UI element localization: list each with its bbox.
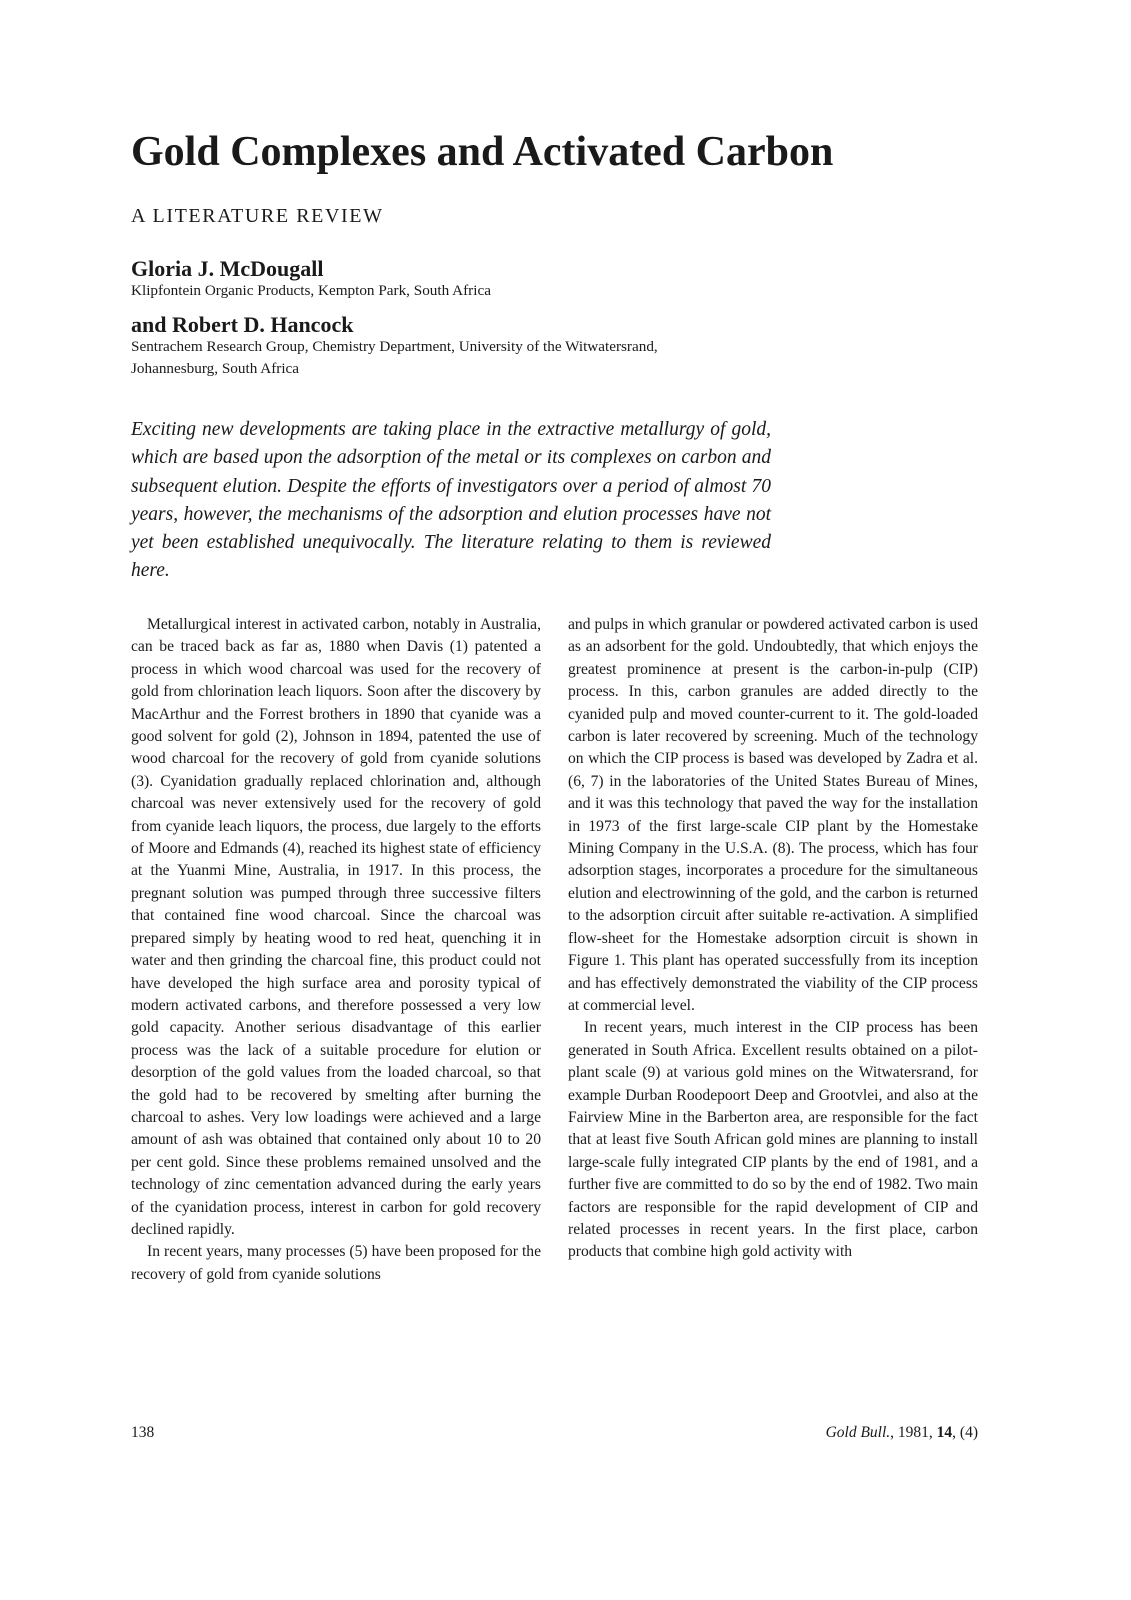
abstract: Exciting new developments are taking place in the extractive metallurgy of gold, which are based upon the adsorption of the metal or its complexes on carbon and subsequent elution. Despite the efforts of investigators over a period of almost 70 years, however, the mechanisms of the adsorption and elution processes have not yet been established unequivocally. The literature relating to them is reviewed here.: [131, 419, 771, 582]
body-paragraph: and pulps in which granular or powdered activated carbon is used as an adsorbent for the gold. Undoubtedly, that which enjoys the greatest prominence at present is the carbon-in-pulp (CIP) process. In this, carbon granules are added directly to the cyanided pulp and moved counter-current to it. The gold-loaded carbon is later recovered by screening. Much of the technology on which the CIP process is based was developed by Zadra et al. (6, 7) in the laboratories of the United States Bureau of Mines, and it was this technology that paved the way for the installation in 1973 of the first large-scale CIP plant by the Homestake Mining Company in the U.S.A. (8). The process, which has four adsorption stages, incorporates a procedure for the simultaneous elution and electrowinning of the gold, and the carbon is returned to the adsorption circuit after suitable re-activation. A simplified flow-sheet for the Homestake adsorption circuit is shown in Figure 1. This plant has operated successfully from its inception and has effectively demonstrated the viability of the CIP process at commercial level.: [568, 616, 978, 1014]
citation-year: , 1981,: [890, 1424, 937, 1441]
body-paragraph: In recent years, much interest in the CIP process has been generated in South Africa. Excellent results obtained on a pilot-plant scale (9) at various gold mines on the Witwatersrand, for example Durban Roodepoort Deep and Grootvlei, and also at the Fairview Mine in the Barberton area, are responsible for the fact that at least five South African gold mines are planning to install large-scale fully integrated CIP plants by the end of 1981, and a further five are committed to do so by the end of 1982. Two main factors are responsible for the rapid development of CIP and related processes in recent years. In the first place, carbon products that combine high gold activity with: [568, 1019, 978, 1261]
journal-name: Gold Bull.: [825, 1424, 891, 1441]
author-name-1: Gloria J. McDougall: [131, 256, 324, 281]
body-paragraph: Metallurgical interest in activated carbon, notably in Australia, can be traced back as far as, 1880 when Davis (1) patented a process in which wood charcoal was used for the recovery of gold from chlorination leach liquors. Soon after the discovery by MacArthur and the Forrest brothers in 1890 that cyanide was a good solvent for gold (2), Johnson in 1894, patented the use of wood charcoal for the recovery of gold from cyanide solutions (3). Cyanidation gradually replaced chlorination and, although charcoal was never extensively used for the recovery of gold from cyanide leach liquors, the process, due largely to the efforts of Moore and Edmands (4), reached its highest state of efficiency at the Yuanmi Mine, Australia, in 1917. In this process, the pregnant solution was pumped through three successive filters that contained fine wood charcoal. Since the charcoal was prepared simply by heating wood to red heat, quenching it in water and then grinding the charcoal fine, this product could not have developed the high surface area and porosity typical of modern activated carbons, and therefore possessed a very low gold capacity. Another serious disadvantage of this earlier process was the lack of a suitable procedure for elution or desorption of the gold values from the loaded charcoal, so that the gold had to be recovered by smelting after burning the charcoal to ashes. Very low loadings were achieved and a large amount of ash was obtained that contained only about 10 to 20 per cent gold. Since these problems remained unsolved and the technology of zinc cementation advanced during the early years of the cyanidation process, interest in carbon for gold recovery declined rapidly.: [131, 616, 541, 1238]
citation-volume: 14: [936, 1424, 953, 1441]
author-affiliation-2-line-1: Sentrachem Research Group, Chemistry Department, University of the Witwatersrand,: [131, 338, 658, 355]
page-number: 138: [131, 1424, 155, 1441]
citation-issue: , (4): [952, 1424, 978, 1441]
author-name-2: and Robert D. Hancock: [131, 312, 354, 337]
body-column-right: [568, 614, 978, 1264]
article-title: Gold Complexes and Activated Carbon: [131, 129, 834, 175]
article-subtitle: A LITERATURE REVIEW: [131, 205, 384, 227]
author-affiliation-2-line-2: Johannesburg, South Africa: [131, 360, 300, 377]
author-affiliation-1: Klipfontein Organic Products, Kempton Park, South Africa: [131, 282, 491, 299]
body-column-left: [131, 614, 541, 1286]
body-paragraph: In recent years, many processes (5) have been proposed for the recovery of gold from cyanide solutions: [131, 1243, 541, 1283]
journal-citation: [826, 1424, 978, 1442]
